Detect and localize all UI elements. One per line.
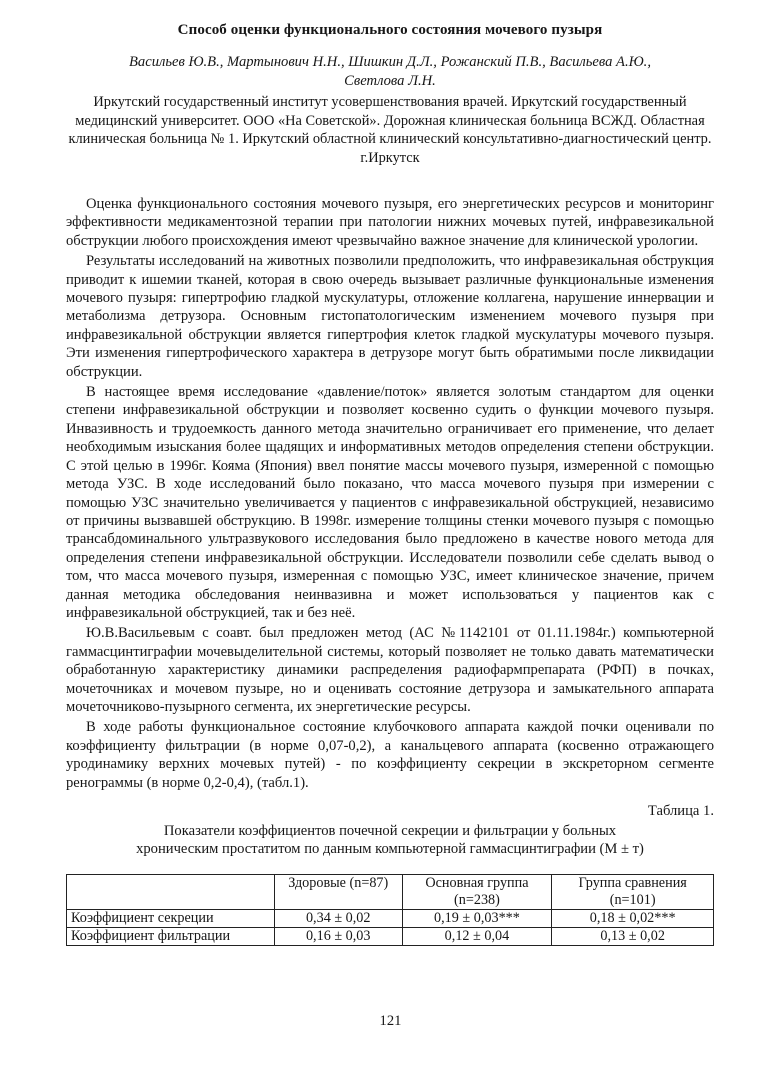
affiliation: Иркутский государственный институт усовершенствования врачей. Иркутский государственный медицинский университет. ООО «На Советской». Дорожная клиническая больница ВСЖД. Областная клиническая больница № 1. Иркутский областной клинический консультативно-диагностический центр. г.Иркутск <box>68 94 712 166</box>
page-number: 121 <box>379 1013 402 1029</box>
table-cell: 0,19 ± 0,03*** <box>402 910 552 928</box>
table-number: Таблица 1. <box>647 803 714 819</box>
table-header-cell: Здоровые (n=87) <box>274 875 402 910</box>
table-row-label: Коэффициент фильтрации <box>67 928 275 946</box>
author-line: Васильев Ю.В., Мартынович Н.Н., Шишкин Д.Л., Рожанский П.В., Васильева А.Ю., <box>129 54 651 70</box>
paragraph: Ю.В.Васильевым с соавт. был предложен метод (АС №1142101 от 01.11.1984г.) компьютерной гаммасцинтиграфии мочевыделительной системы, который позволяет не только давать математически обработанную характеристику динамики распределения радиофармпрепарата (РФП) в почках, мочеточниках и мочевом пузыре, но и оценивать состояние детрузора и замыкательного аппарата мочеточниково-пузырного сегмента, их энергетические ресурсы. <box>66 625 714 715</box>
table-cell: 0,12 ± 0,04 <box>402 928 552 946</box>
table-header-row <box>67 875 714 910</box>
paragraph: В настоящее время исследование «давление/поток» является золотым стандартом для оценки степени инфравезикальной обструкции и позволяет косвенно судить о функции мочевого пузыря. Инвазивность и трудоемкость данного метода значительно ограничивает его применение, что делает необходимым изыскания более щадящих и информативных методов определения степени обструкции. С этой целью в 1996г. Кояма (Япония) ввел понятие массы мочевого пузыря, измеренной с помощью метода УЗС. В ходе исследований было показано, что масса мочевого пузыря при измерении с помощью УЗС значительно увеличивается у пациентов с инфравезикальной обструкцией, независимо от причины вызвавшей обструкцию. В 1998г. измерение толщины стенки мочевого пузыря с помощью трансабдоминального ультразвукового исследования было предложено в качестве нового метода для определения степени инфравезикальной обструкции. Исследователи позволили себе сделать вывод о том, что масса мочевого пузыря, измеренная с помощью УЗС, имеет клиническое значение, причем данная методика обследования неинвазивна и может использоваться у пациентов как с инфравезикальной обструкцией, так и без неё. <box>66 384 714 621</box>
table-caption <box>66 822 714 858</box>
table-header-cell: Группа сравнения (n=101) <box>552 875 714 910</box>
paper-body <box>66 195 714 792</box>
table-row <box>67 910 714 928</box>
table-caption-line: Показатели коэффициентов почечной секреции и фильтрации у больных <box>163 823 617 839</box>
table-cell: 0,34 ± 0,02 <box>274 910 402 928</box>
paper-title: Способ оценки функционального состояния мочевого пузыря <box>177 22 603 38</box>
paragraph: Оценка функционального состояния мочевого пузыря, его энергетических ресурсов и мониторинг эффективности медикаментозной терапии при патологии нижних мочевых путей, инфравезикальной обструкции любого происхождения имеют чрезвычайно важное значение для клинической урологии. <box>66 196 714 249</box>
author-list <box>66 53 714 91</box>
table-cell: 0,16 ± 0,03 <box>274 928 402 946</box>
author-line: Светлова Л.Н. <box>344 73 436 89</box>
results-table <box>66 874 714 946</box>
table-header-cell <box>67 875 275 910</box>
table-row <box>67 928 714 946</box>
table-caption-line: хроническим простатитом по данным компьютерной гаммасцинтиграфии (M ± т) <box>136 841 644 857</box>
paragraph: Результаты исследований на животных позволили предположить, что инфравезикальная обструкция приводит к ишемии тканей, которая в свою очередь вызывает различные функциональные изменения мочевого пузыря: гипертрофию гладкой мускулатуры, отложение коллагена, нарушение иннервации и метаболизма детрузора. Основным гистопатологическим изменением мочевого пузыря при инфравезикальной обструкции является гипертрофия клеток гладкой мускулатуры мочевого пузыря. Эти изменения гипертрофического характера в детрузоре могут быть обратимыми после ликвидации обструкции. <box>66 253 714 380</box>
paper-page <box>66 22 714 946</box>
table-cell: 0,13 ± 0,02 <box>552 928 714 946</box>
table-cell: 0,18 ± 0,02*** <box>552 910 714 928</box>
paragraph: В ходе работы функциональное состояние клубочкового аппарата каждой почки оценивали по коэффициенту фильтрации (в норме 0,07-0,2), а канальцевого аппарата (косвенно отражающего уродинамику верхних мочевых путей) - по коэффициенту секреции в экскреторном сегменте ренограммы (в норме 0,2-0,4), (табл.1). <box>66 719 714 791</box>
table-row-label: Коэффициент секреции <box>67 910 275 928</box>
table-header-cell: Основная группа (n=238) <box>402 875 552 910</box>
